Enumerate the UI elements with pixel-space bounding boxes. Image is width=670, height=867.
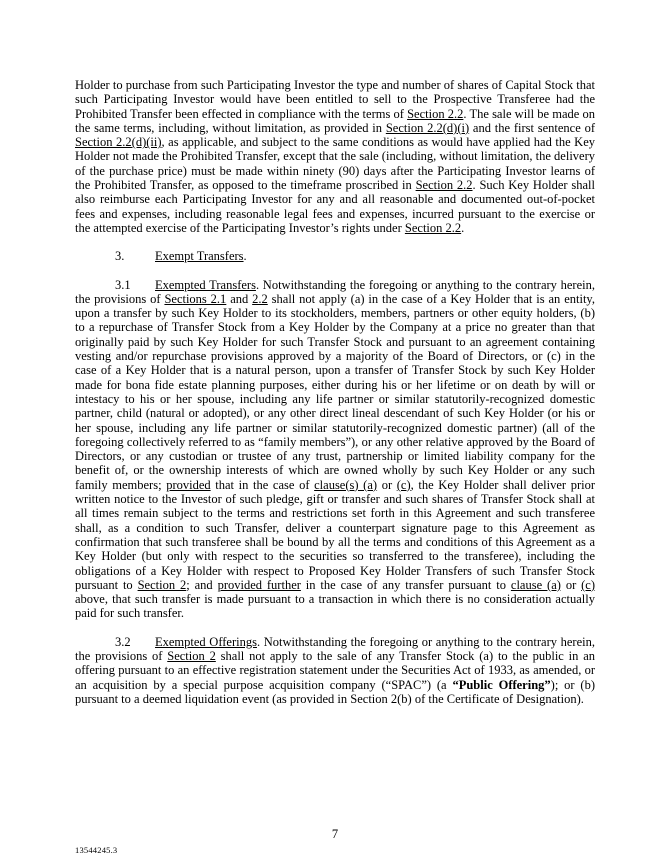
- text-run: and: [226, 291, 253, 306]
- text-run: . The sale will be made on the same terms, including, without limitation, as provided in: [75, 106, 595, 135]
- text-run: . Notwithstanding the foregoing or anything to the contrary herein, the provisions of: [75, 634, 595, 663]
- bold-defined-term: “Public Offering”: [452, 677, 551, 692]
- text-run: . Notwithstanding the foregoing or anything to the contrary herein, the provisions of: [75, 277, 595, 306]
- text-run: that in the case of: [210, 477, 315, 492]
- text-run: or: [377, 477, 397, 492]
- underlined-reference: Section 2.2: [407, 106, 464, 121]
- text-run: above, that such transfer is made pursuant to a transaction in which there is no consideration actually paid for such transfer.: [75, 592, 595, 621]
- underlined-reference: (c): [581, 577, 596, 592]
- underlined-reference: provided: [166, 477, 211, 492]
- underlined-reference: Sections 2.1: [164, 291, 227, 306]
- underlined-reference: (c): [396, 477, 411, 492]
- text-run: , the Key Holder shall deliver prior written notice to the Investor of such pledge, gift or transfer and such shares of Transfer Stock shall at all times remain subject to the terms and restrictions set forth in this Agreement and such transferee shall, as a condition to such Transfer, deliver a counterpart signature page to this Agreement as confirmation that such transferee shall be bound by all the terms and conditions of this Agreement as a Key Holder (but only with respect to the securities so transferred to the transferee), including the obligations of a Key Holder with respect to Proposed Key Holder Transfers of such Transfer Stock pursuant to: [75, 477, 595, 592]
- underlined-reference: Exempted Transfers: [155, 277, 256, 292]
- text-run: , as applicable, and subject to the same conditions as would have applied had the Key Holder not made the Prohibited Transfer, except that the sale (including, without limitation, the delivery of the purchase price) must be made within ninety (90) days after the Participating Investor learns of the Prohibited Transfer, as opposed to the timeframe proscribed in: [75, 135, 596, 193]
- paragraph-section-3-2: [75, 635, 595, 706]
- underlined-reference: Section 2.2(d)(i): [385, 120, 470, 135]
- underlined-reference: Section 2.2: [404, 220, 462, 235]
- text-run: Holder to purchase from such Participating Investor the type and number of shares of Capital Stock that such Participating Investor would have been entitled to sell to the Prospective Transferee had the Prohibited Transfer been effected in compliance with the terms of: [75, 78, 595, 121]
- document-body: [75, 78, 595, 720]
- underlined-reference: provided further: [217, 577, 301, 592]
- underlined-reference: 2.2: [252, 291, 268, 306]
- text-run: .: [461, 220, 465, 235]
- paragraph-number: 3.2: [115, 634, 131, 649]
- text-run: .: [243, 249, 247, 264]
- underlined-reference: Section 2.2(d)(ii): [75, 135, 162, 150]
- section-3-heading: [75, 249, 595, 263]
- underlined-reference: clause (a): [510, 577, 561, 592]
- text-run: or: [560, 577, 582, 592]
- page-number: 7: [331, 826, 339, 841]
- text-run: ; and: [186, 577, 218, 592]
- text-run: and the first sentence of: [469, 120, 595, 135]
- text-run: shall not apply (a) in the case of a Key Holder that is an entity, upon a transfer by such Key Holder to its stockholders, members, partners or other equity holders, (b) to a repurchase of Transfer Stock from a Key Holder by the Company at a price no greater than that originally paid by such Key Holder for such Transfer Stock and pursuant to an agreement containing vesting and/or repurchase provisions approved by a majority of the Board of Directors, or (c) in the case of a Key Holder that is a natural person, upon a transfer of Transfer Stock by such Key Holder made for bona fide estate planning purposes, either during his or her lifetime or on death by will or intestacy to his or her spouse, including any life partner or similar statutorily-recognized domestic partner, child (natural or adopted), or any other direct lineal descendant of such Key Holder (or his or her spouse, including any life partner or similar statutorily-recognized domestic partner) (all of the foregoing collectively referred to as “family members”), or any other relative approved by the Board of Directors, or any custodian or trustee of any trust, partnership or limited liability company for the benefit of, or the ownership interests of which are owned wholly by such Key Holder or any such family members;: [75, 291, 595, 492]
- text-run: ); or (b) pursuant to a deemed liquidation event (as provided in Section 2(b) of the Certificate of Designation).: [75, 677, 596, 706]
- document-id-footer: 13544245.3: [75, 844, 118, 855]
- paragraph-number: 3.1: [115, 277, 131, 292]
- underlined-reference: clause(s) (a): [314, 477, 378, 492]
- underlined-reference: Exempt Transfers: [155, 249, 244, 264]
- paragraph-prohibited-transfer-remedy: [75, 78, 595, 235]
- underlined-reference: Section 2: [167, 648, 216, 663]
- underlined-reference: Section 2: [137, 577, 187, 592]
- underlined-reference: Exempted Offerings: [155, 634, 257, 649]
- paragraph-section-3-1: [75, 278, 595, 621]
- text-run: . Such Key Holder shall also reimburse each Participating Investor for any and all reasonable and documented out-of-pocket fees and expenses, including reasonable legal fees and expenses, incurred pursuant to the exercise or the attempted exercise of the Participating Investor’s rights under: [75, 178, 595, 235]
- paragraph-number: 3.: [115, 249, 125, 264]
- text-run: shall not apply to the sale of any Transfer Stock (a) to the public in an offering pursuant to an effective registration statement under the Securities Act of 1933, as amended, or an acquisition by a special purpose acquisition company (“SPAC”) (a: [75, 648, 596, 692]
- underlined-reference: Section 2.2: [415, 178, 473, 193]
- text-run: in the case of any transfer pursuant to: [300, 577, 511, 592]
